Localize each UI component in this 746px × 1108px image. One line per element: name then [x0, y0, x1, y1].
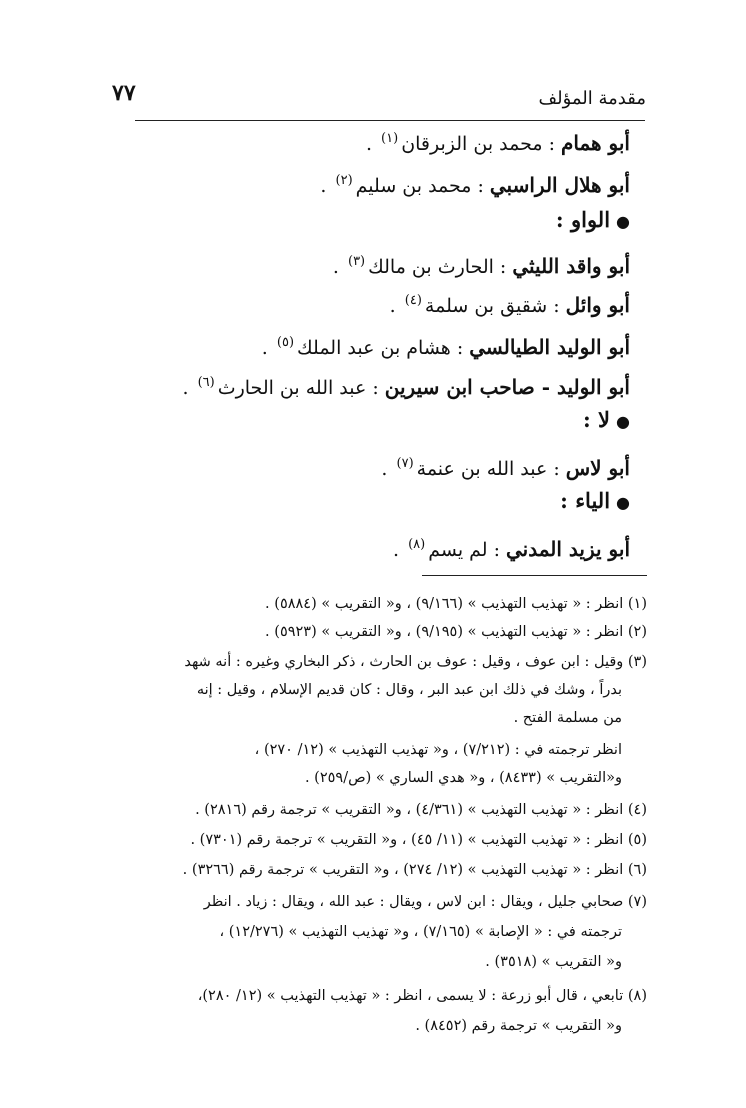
bullet-icon: ● — [616, 412, 630, 431]
footnote-line: و« التقريب » (٣٥١٨) . — [485, 954, 622, 970]
footnote-ref: (٦) — [197, 375, 215, 390]
kunya-entry: أبو يزيد المدني:لم يسم$^{(٨)}$ . — [393, 537, 630, 561]
footnote-line: ترجمته في : « الإصابة » (٧/١٦٥) ، و« تهذيب التهذيب » (١٢/٢٧٦) ، — [219, 924, 622, 940]
entry-name: أبو لاس — [565, 456, 630, 480]
bullet-icon: ● — [616, 212, 630, 231]
section-heading-waw: ●الواو : — [555, 207, 630, 232]
page-number: ٧٧ — [112, 80, 136, 106]
entry-value: محمد بن سليم — [355, 175, 472, 197]
footnote-ref: (٤) — [404, 293, 422, 308]
footnote-line: (٦) انظر : « تهذيب التهذيب » (١٢/ ٢٧٤) ، و« التقريب » ترجمة رقم (٣٢٦٦) . — [182, 862, 647, 878]
footnote-separator — [422, 575, 647, 576]
entry-value: الحارث بن مالك — [368, 256, 494, 278]
footnote-ref: (٢) — [335, 173, 353, 188]
footnote-ref: (٧) — [396, 456, 414, 471]
footnote-line: (٨) تابعي ، قال أبو زرعة : لا يسمى ، انظر : « تهذيب التهذيب » (١٢/ ٢٨٠)، — [197, 988, 647, 1004]
entry-value: محمد بن الزبرقان — [401, 133, 543, 155]
footnote-line: انظر ترجمته في : (٧/٢١٢) ، و« تهذيب التهذيب » (١٢/ ٢٧٠) ، — [254, 742, 622, 758]
bullet-icon: ● — [616, 493, 630, 512]
entry-name: أبو وائل — [565, 293, 630, 317]
entry-name: أبو الوليد الطيالسي — [469, 335, 630, 359]
footnote-line: (٣) وقيل : ابن عوف ، وقيل : عوف بن الحارث ، ذكر البخاري وغيره : أنه شهد — [184, 654, 647, 670]
kunya-entry: أبو وائل:شقيق بن سلمة$^{(٤)}$ . — [389, 293, 630, 317]
entry-value: هشام بن عبد الملك — [297, 337, 451, 359]
header-rule — [135, 120, 645, 121]
kunya-entry: أبو الوليد - صاحب ابن سيرين:عبد الله بن الحارث$^{(٦)}$ . — [182, 375, 630, 399]
footnote-line: (٢) انظر : « تهذيب التهذيب » (٩/١٩٥) ، و« التقريب » (٥٩٢٣) . — [265, 624, 647, 640]
entry-name: أبو همام — [560, 131, 630, 155]
entry-name: أبو واقد الليثي — [512, 254, 630, 278]
section-heading-ya: ●الياء : — [560, 488, 630, 513]
kunya-entry: أبو هلال الراسبي:محمد بن سليم$^{(٢)}$ . — [320, 173, 630, 197]
kunya-entry: أبو الوليد الطيالسي:هشام بن عبد الملك$^{(٥)}$ . — [261, 335, 630, 359]
entry-value: عبد الله بن عنمة — [416, 458, 548, 480]
kunya-entry: أبو واقد الليثي:الحارث بن مالك$^{(٣)}$ . — [332, 254, 630, 278]
footnote-ref: (٣) — [347, 254, 366, 269]
footnote-line: و« التقريب » ترجمة رقم (٨٤٥٢) . — [415, 1018, 622, 1034]
footnote-line: (١) انظر : « تهذيب التهذيب » (٩/١٦٦) ، و« التقريب » (٥٨٨٤) . — [265, 596, 647, 612]
entry-name: أبو هلال الراسبي — [489, 173, 630, 197]
footnote-line: (٥) انظر : « تهذيب التهذيب » (١١/ ٤٥) ، و« التقريب » ترجمة رقم (٧٣٠١) . — [190, 832, 647, 848]
kunya-entry: أبو همام:محمد بن الزبرقان$^{(١)}$ . — [365, 131, 630, 155]
footnote-ref: (٨) — [408, 537, 426, 552]
footnote-line: بدراً ، وشك في ذلك ابن عبد البر ، وقال : كان قديم الإسلام ، وقيل : إنه — [196, 682, 622, 698]
entry-name: أبو يزيد المدني — [506, 537, 630, 561]
entry-value: شقيق بن سلمة — [424, 295, 548, 317]
footnote-line: (٤) انظر : « تهذيب التهذيب » (٤/٣٦١) ، و« التقريب » ترجمة رقم (٢٨١٦) . — [195, 802, 647, 818]
footnote-ref: (١) — [381, 131, 399, 146]
kunya-entry: أبو لاس:عبد الله بن عنمة$^{(٧)}$ . — [381, 456, 630, 480]
footnote-line: و«التقريب » (٨٤٣٣) ، و« هدي الساري » (ص/٢٥٩) . — [304, 770, 622, 786]
section-heading-lam-alif: ●لا : — [582, 407, 630, 432]
entry-value: عبد الله بن الحارث — [217, 377, 367, 399]
page-header-title: مقدمة المؤلف — [538, 88, 646, 109]
entry-name: أبو الوليد - صاحب ابن سيرين — [384, 375, 630, 399]
footnote-line: من مسلمة الفتح . — [513, 710, 622, 726]
entry-value: لم يسم — [428, 539, 488, 561]
footnote-line: (٧) صحابي جليل ، ويقال : ابن لاس ، ويقال : عبد الله ، ويقال : زياد . انظر — [203, 894, 647, 910]
footnote-ref: (٥) — [276, 335, 295, 350]
